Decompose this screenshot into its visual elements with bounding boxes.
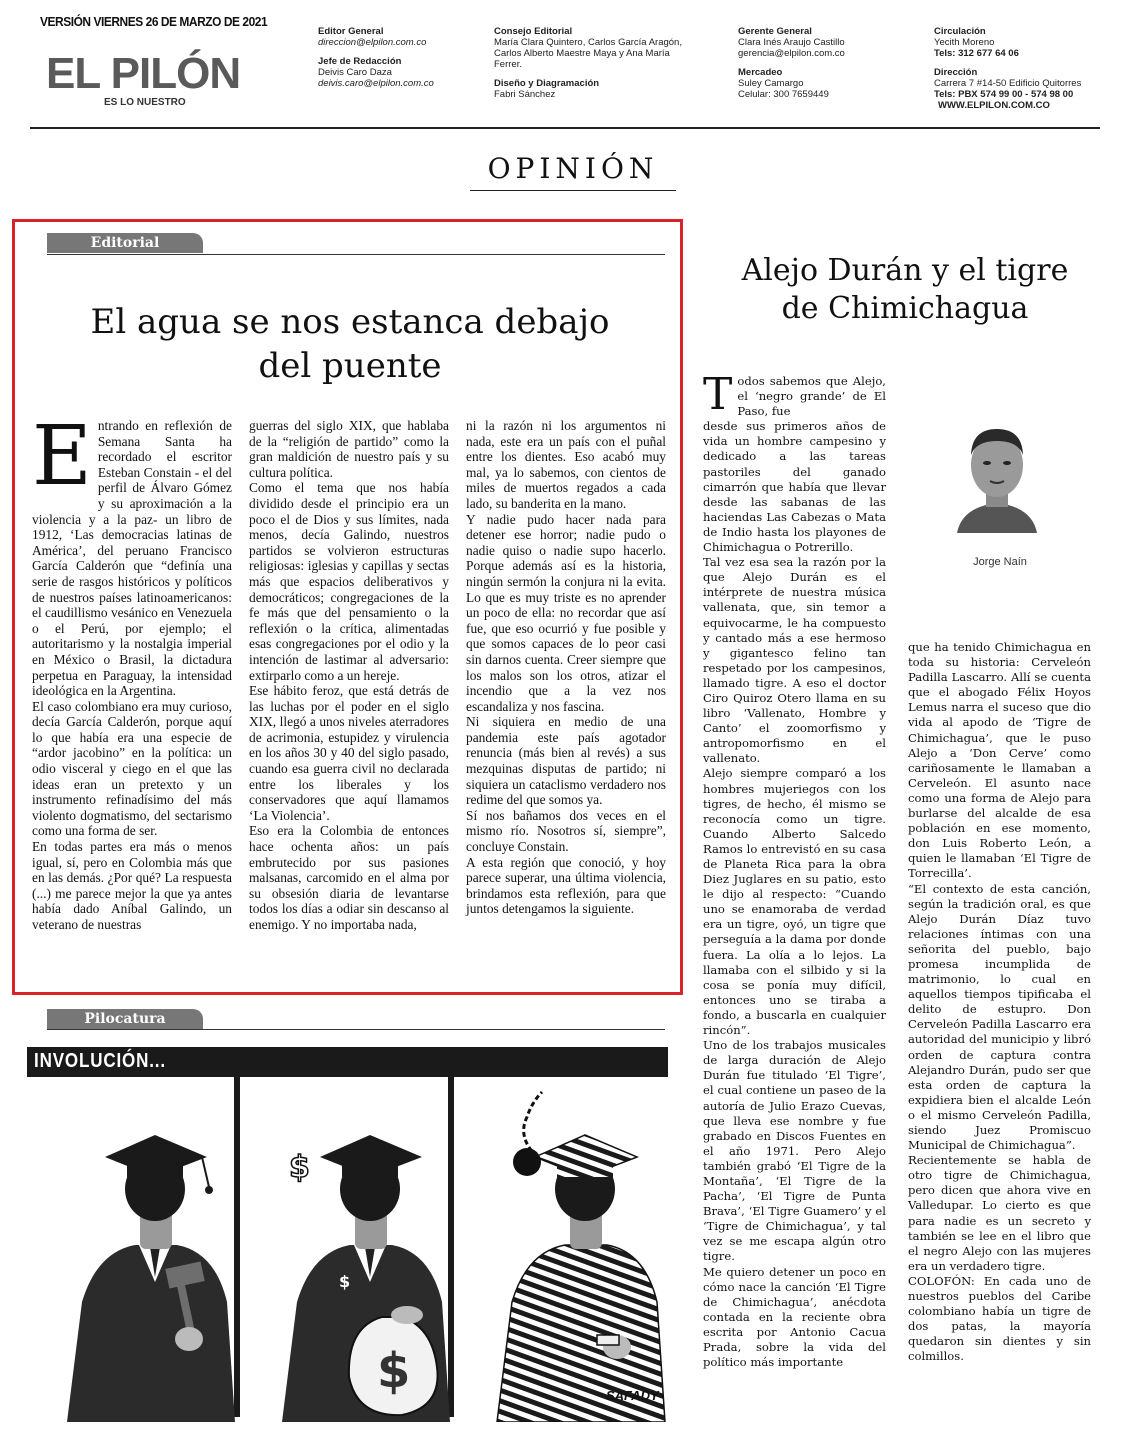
cartoon-title: INVOLUCIÓN... xyxy=(34,1050,166,1072)
author-name: Jorge Naín xyxy=(973,556,1027,568)
paragraph: “El contexto de esta canción, según la tradición oral, es que Alejo Durán Díaz tuvo relaciones íntimas con una señorita del pueblo, bajo promesa incumplida de matrimonio, lo cual en aquellos tiempos tipificaba el delito de estupro. Don Cerveleón Padilla Lascarro era autoridad del municipio y libró orden de captura contra Alejandro Durán, pudo ser que esta orden de captura la expidiera bien el alcalde León o el mismo Cerveleón Padilla, siendo Juez Promiscuo Municipal de Chimichagua”. xyxy=(908,881,1091,1153)
paragraph: En todas partes era más o menos igual, sí, pero en Colombia más que en las demás. ¿Por qué? La respuesta (...) me parece mejor la que ya antes había dado Aníbal Galindo, un veterano de nuestras xyxy=(32,839,232,932)
staff-names: Ferrer. xyxy=(494,59,522,70)
editorial-tab: Editorial xyxy=(47,233,203,253)
paragraph: Sí nos bañamos dos veces en el mismo río. Nosotros sí, siempre”, concluye Constain. xyxy=(466,807,666,855)
svg-text:$: $ xyxy=(377,1343,411,1399)
paragraph: ntrando en reflexión de Semana Santa ha recordado el escritor Esteban Constain - el del perfil de Álvaro Gómez y su aproximación a la violencia y a la paz- un libro de 1912, ‘Las democracias latinas de América’, del peruano Francisco García Calderón que “definía una serie de rasgos históricos y políticos de nuestros países latinoamericanos: el caudillismo vesánico en Venezuela o el Perú, por ejemplo; el autoritarismo y la nostalgia imperial en México o Brasil, la dictadura perpetua en Paraguay, la intensidad ideológica en la Argentina. xyxy=(32,418,232,699)
staff-name: Suley Camargo xyxy=(738,78,804,89)
drop-cap: E xyxy=(32,409,92,504)
editorial-headline xyxy=(30,300,670,388)
staff-names: María Clara Quintero, Carlos García Aragón, xyxy=(494,37,682,48)
paragraph: Y nadie pudo hacer nada para detener ese horror; nadie pudo o nadie quiso o nadie supo hacerlo. Porque además así es la historia, ningún sermón la conjura ni la evita. Lo que es muy triste es no aprender un poco de ella: no recordar que así fue, que eso ocurrió y fue posible y que somos capaces de lo peor casi sin darnos cuenta. Creer siempre que los malos son los otros, atizar el incendio que a la vez nos escandaliza y nos fascina. xyxy=(466,511,666,714)
headline-line: Alejo Durán y el tigre xyxy=(741,253,1069,288)
paragraph: El caso colombiano era muy curioso, decía García Calderón, porque aquí lo que había era una especie de “ardor jacobino” en la política: un odio visceral y ciego en el que las ideas eran un pretexto y un instrumento refinadísimo del más violento dogmatismo, del sectarismo como una forma de ser. xyxy=(32,698,232,839)
phone-number: Tels: 312 677 64 06 xyxy=(934,48,1019,59)
paragraph: Ese hábito feroz, que está detrás de las luchas por el poder en el siglo XIX, llegó a unos niveles aterradores de acrimonia, estupidez y virulencia en los años 30 y 40 del siglo pasado, cuando esa guerra civil no declarada entre los liberales y los conservadores que aquí llamamos ‘La Violencia’. xyxy=(249,683,449,823)
editorial-tab-rule xyxy=(47,254,665,255)
role-label: Jefe de Redacción xyxy=(318,56,402,67)
paragraph: que ha tenido Chimichagua en toda su historia: Cerveleón Padilla Lascarro. Allí se cuenta que el abogado Félix Hoyos Lemus narra el suceso que dio vida al apodo de ‘Tigre de Chimichagua’, que le puso Alejo a ‘Don Cerve’ como cariñosamente le llamaban a Cerveleón. El asunto nace como una forma de Alejo para burlarse del alcalde de esa población en ese momento, don Luis Roberto León, a quien le llamaban ‘El Tigre de Torrecilla’. xyxy=(908,640,1091,881)
masthead-staff-3 xyxy=(738,26,918,100)
masthead-divider xyxy=(30,127,1100,129)
cartoon-tab-rule xyxy=(47,1029,665,1030)
paragraph: Uno de los trabajos musicales de larga duración de Alejo Durán fue titulado ‘El Tigre’, el cual contiene un paseo de la autoría de Julio Erazo Cuevas, que lleva ese nombre y fue grabado en Discos Fuentes en el año 1971. Pero Alejo también grabó ‘El Tigre de la Montaña’, ‘El Tigre de la Pacha’, ‘El Tigre de Punta Brava’, ‘El Tigre Guamero’ y el ‘Tigre de Chimichagua’, y tal vez se me escapa algún otro tigre. xyxy=(703,1038,886,1264)
graduate-money-figure xyxy=(282,1135,450,1422)
role-label: Circulación xyxy=(934,26,986,37)
masthead-staff-4 xyxy=(934,26,1114,111)
masthead-staff-1 xyxy=(318,26,488,89)
editorial-column-3 xyxy=(466,418,666,917)
masthead-staff-2 xyxy=(494,26,724,100)
column-headline xyxy=(700,252,1110,328)
email-link[interactable]: direccion@elpilon.com.co xyxy=(318,37,427,48)
graduate-judge-figure xyxy=(67,1135,235,1422)
email-link[interactable]: gerencia@elpilon.com.co xyxy=(738,48,845,59)
role-label: Consejo Editorial xyxy=(494,26,573,37)
website-link[interactable]: WWW.ELPILON.COM.CO xyxy=(938,100,1050,111)
cartoon-tab: Pilocatura xyxy=(47,1009,203,1029)
column-text-2 xyxy=(908,640,1091,1365)
section-title-underline xyxy=(470,190,676,191)
paragraph: odos sabemos que Alejo, el ‘negro grande’ de El Paso, fue xyxy=(737,374,886,419)
role-label: Editor General xyxy=(318,26,384,37)
paragraph: Me quiero detener un poco en cómo nace la canción ‘El Tigre de Chimichagua’, anécdota contada en la reciente obra escrita por Antonio Cacua Prada, sobre la vida del político más importante xyxy=(703,1264,886,1370)
svg-text:$: $ xyxy=(289,1150,310,1185)
phone-number: Celular: 300 7659449 xyxy=(738,89,829,100)
column-text-1 xyxy=(703,369,886,1370)
paragraph: desde sus primeros años de vida un hombre campesino y dedicado a las tareas pastoriles del ganado cimarrón que había que llevar desde las sabanas de las haciendas Las Cabezas o Mata de Indio hasta los playones de Chimichagua o Potrerillo. xyxy=(703,419,886,555)
role-label: Mercadeo xyxy=(738,67,783,78)
edition-date: VERSIÓN VIERNES 26 DE MARZO DE 2021 xyxy=(40,14,268,29)
author-photo xyxy=(952,415,1042,533)
headline-line: El agua se nos estanca debajo xyxy=(90,302,610,342)
editorial-column-1 xyxy=(32,409,232,933)
paragraph: A esta región que conoció, y hoy parece superar, una última violencia, brindamos esta reflexión, para que juntos detengamos la siguiente. xyxy=(466,854,666,917)
headline-line: del puente xyxy=(258,346,442,386)
staff-name: Fabri Sánchez xyxy=(494,89,556,100)
paragraph: Eso era la Colombia de entonces hace ochenta años: un país embrutecido por sus pasiones malsanas, carcomido en el alma por su obsesión diaria de levantarse todos los días a odiar sin descanso al enemigo. Y no importaba nada, xyxy=(249,823,449,932)
address: Carrera 7 #14-50 Edificio Quitorres xyxy=(934,78,1082,89)
staff-name: Deivis Caro Daza xyxy=(318,67,392,78)
staff-name: Clara Inés Araujo Castillo xyxy=(738,37,845,48)
drop-cap: T xyxy=(703,369,733,420)
paragraph: Ni siquiera en medio de una pandemia este país agotador renuncia (más bien al revés) a sus mezquinas disputas de partido; ni siquiera un cataclismo verdadero nos redime del que somos ya. xyxy=(466,714,666,808)
newspaper-logo[interactable]: EL PILÓN xyxy=(46,49,241,98)
paragraph: Recientemente se habla de otro tigre de Chimichagua, pero dicen que ahora vive en Valledupar. Lo cierto es que para nadie es un secreto y también se lee en el libro que el negro Alejo con las mujeres era un verdadero tigre. xyxy=(908,1153,1091,1273)
cartoon-illustration xyxy=(27,1077,668,1422)
role-label: Diseño y Diagramación xyxy=(494,78,600,89)
paragraph: Tal vez esa sea la razón por la que Alejo Durán es el intérprete de nuestra música vallenata, que, sin temor a equivocarme, le ha compuesto y cantado más a ese hermoso y gigantesco felino tan respetado por los campesinos, llamado tigre. A eso el doctor Ciro Quiroz Otero llama en su libro ‘Vallenato, Hombre y Canto’ el zoomorfismo y antropomorfismo en el vallenato. xyxy=(703,555,886,766)
editorial-column-2 xyxy=(249,418,449,933)
headline-line: de Chimichagua xyxy=(781,291,1029,326)
svg-text:$: $ xyxy=(339,1272,351,1291)
paragraph: Como el tema que nos había dividido desde el principio era un poco el de Dios y sus límites, nada menos, decía Galindo, nuestros partidos se volvieron estructuras religiosas: iglesias y capillas y sectas más que espacios deliberativos y democráticos; congregaciones de la fe más que del pensamiento o la reflexión o la crítica, alimentadas esas congregaciones por el odio y la intención de lastimar al adversario: extirparlo como a un hereje. xyxy=(249,480,449,683)
phone-number: Tels: PBX 574 99 00 - 574 98 00 xyxy=(934,89,1074,100)
section-title: OPINIÓN xyxy=(487,152,659,185)
staff-name: Yecith Moreno xyxy=(934,37,995,48)
staff-names: Carlos Alberto Maestre Maya y Ana María xyxy=(494,48,670,59)
paragraph: COLOFÓN: En cada uno de nuestros pueblos del Caribe colombiano había un tigre de dos patas, la mayoría quedaron sin dientes y sin colmillos. xyxy=(908,1273,1091,1364)
cartoonist-signature: SAFADY xyxy=(606,1388,659,1403)
paragraph: ni la razón ni los argumentos ni nada, este era un país con el puñal entre los dientes. Eso acabó muy mal, ya lo sabemos, con cientos de miles de muertos regados a cada lado, su banderita en la mano. xyxy=(466,418,666,511)
paragraph: guerras del siglo XIX, que hablaba de la “religión de partido” como la gran maldición de nuestro país y su cultura política. xyxy=(249,418,449,480)
paragraph: Alejo siempre comparó a los hombres mujeriegos con los tigres, de hecho, él mismo se reconocía como un tigre. Cuando Alberto Salcedo Ramos lo entrevistó en su casa de Planeta Rica para la obra Diez Juglares en su patio, esto le dijo al respecto: “Cuando uno se enamoraba de verdad era un tigre, oyó, un tigre que perseguía a la dama por donde fuera. La olía a lo lejos. La llamaba con el silbido y si la cosa se ponía muy difícil, entonces uno se tiraba a fondo, a buscarla en cualquier rincón”. xyxy=(703,766,886,1038)
role-label: Gerente General xyxy=(738,26,812,37)
role-label: Dirección xyxy=(934,67,978,78)
prisoner-figure xyxy=(497,1092,665,1422)
email-link[interactable]: deivis.caro@elpilon.com.co xyxy=(318,78,434,89)
newspaper-tagline: ES LO NUESTRO xyxy=(104,97,186,108)
